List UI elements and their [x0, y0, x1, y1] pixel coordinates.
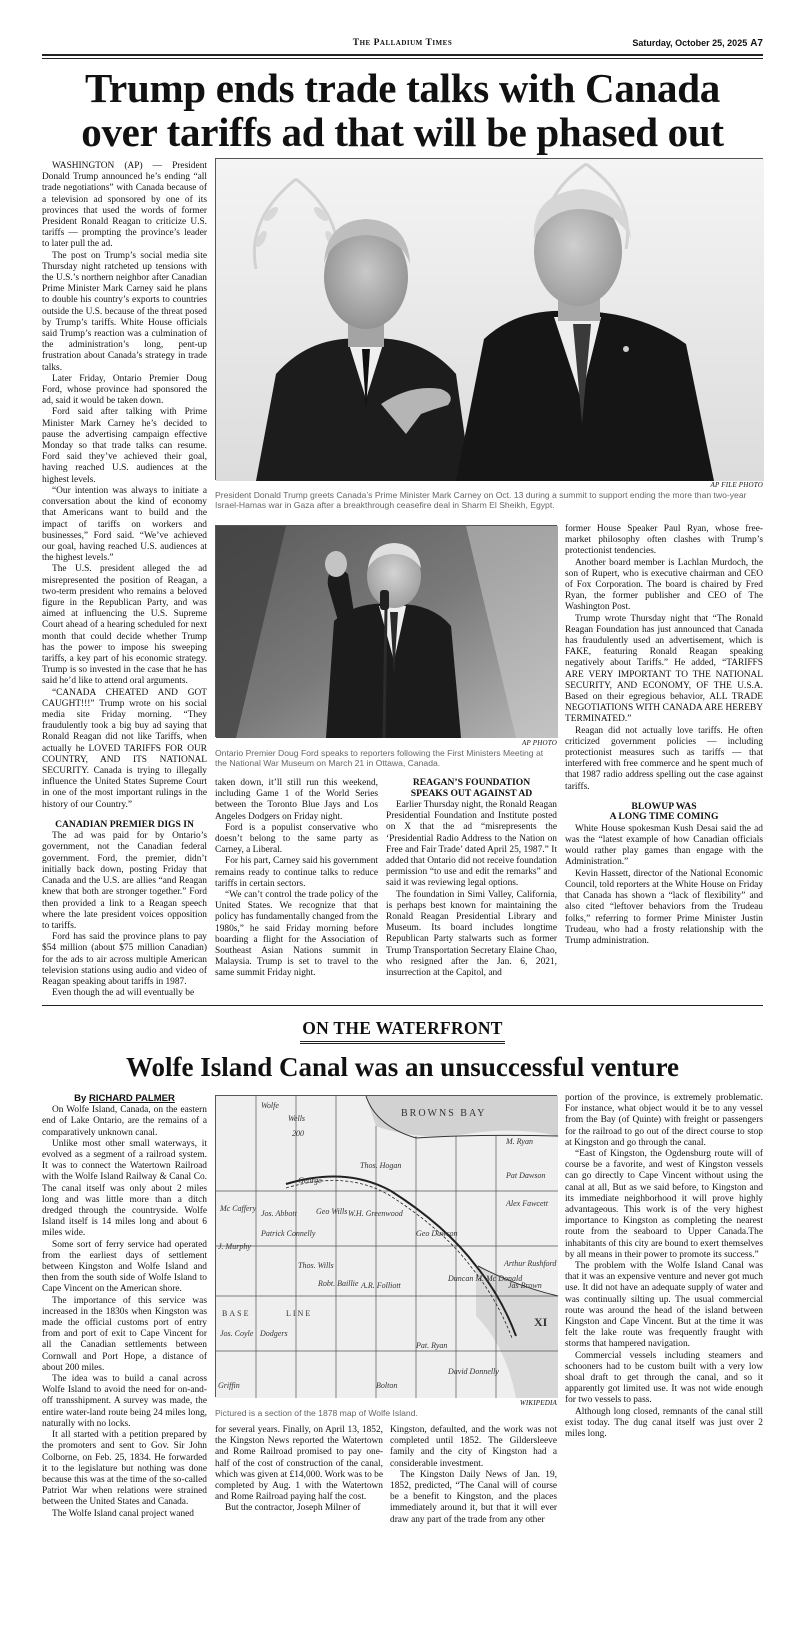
paragraph: The ad was paid for by Ontario’s government, not the Canadian federal government. Ford, the premier, didn’t initially back down, posting Friday that Canada and the U.S. are allies “and Reagan knew that both are stronger together.” Ford then provided a link to a Reagan speech where the late president voices opposition to tariffs.: [42, 831, 207, 931]
newspaper-name: The Palladium Times: [352, 38, 453, 48]
paragraph: Even though the ad will eventually be: [52, 988, 195, 999]
map-label: 200: [292, 1129, 304, 1138]
photo2-caption: Ontario Premier Doug Ford speaks to reporters following the First Ministers Meeting at the National War Museum on March 21 in Ottawa, Canada.: [215, 748, 544, 769]
map-label: A.R. Folliott: [361, 1281, 401, 1290]
paragraph: The Kingston Daily News of Jan. 19, 1852, predicted, “The Canal will of course be a benefit to Kingston, and the places immediately around it, but that it will ever draw any part of the trade from any other: [390, 1469, 557, 1525]
photo1-credit: AP FILE PHOTO: [710, 481, 763, 489]
headline-line-2: over tariffs ad that will be phased out: [81, 109, 724, 155]
map-caption: Pictured is a section of the 1878 map of Wolfe Island.: [215, 1408, 418, 1418]
map-label: Wolfe: [261, 1101, 279, 1110]
map-label: BROWNS BAY: [401, 1108, 487, 1119]
byline: [42, 1093, 207, 1104]
paragraph: For his part, Carney said his government remains ready to continue talks to reduce tariffs in certain sectors.: [215, 856, 378, 889]
map-label: Patrick Connelly: [261, 1229, 316, 1238]
map-label: Bolton: [376, 1381, 398, 1390]
story1-column-3: [386, 778, 557, 1000]
story2-column-3: [390, 1425, 557, 1601]
paragraph: Commercial vessels including steamers and schooners had to be custom built with a very low shoal draft to get through the canal, and so it apparently got limited use. It was not wide enough for two vessels to pass.: [565, 1350, 763, 1406]
photo-trump-carney-image: [216, 159, 764, 481]
map-label: Geo Dawson: [416, 1229, 458, 1238]
section-label-text: ON THE WATERFRONT: [300, 1018, 505, 1044]
paragraph: The post on Trump’s social media site Thursday night ratcheted up tensions with the U.S.’s northern neighbor after Canadian Prime Minister Mark Carney said he plans to double his country’s exports to countries outside the U.S. because of the threat posed by Trump’s tariffs. White House officials said Trump’s reaction was a culmination of the administration’s long, pent-up frustration about Canada’s strategy in trade talks.: [42, 250, 207, 373]
subhead-line-2: A LONG TIME COMING: [609, 811, 719, 823]
map-label: Jas Brown: [508, 1281, 542, 1290]
headline-line-1: Trump ends trade talks with Canada: [85, 65, 720, 111]
paragraph: The importance of this service was increased in the 1830s when Kingston was made the official customs port of entry from and port of exit to Cape Vincent for all the Canadian settlements between Cornwall and Port Hope, a distance of about 200 miles.: [42, 1295, 207, 1373]
map-label: W.H. Greenwood: [348, 1209, 403, 1218]
paragraph: Ford is a populist conservative who doesn’t belong to the same party as Carney, a Liberal.: [215, 822, 378, 856]
subhead: CANADIAN PREMIER DIGS IN: [55, 818, 194, 830]
paragraph: Ford said after talking with Prime Minister Mark Carney he’s decided to pause the advertising campaign effective Monday so that trade talks can resume. Ford said they’ve achieved their goal, having reached U.S. audiences at the highest levels.: [42, 407, 207, 485]
paragraph: “East of Kingston, the Ogdensburg route will of course be a favorite, and west of Kingston vessels can go directly to Cape Vincent without using the canal at all, But as we said before, to Kingston and its immediate neighborhood it will prove highly advantageous. This work is of the very highest importance to Kingston as completing the nearest route from the seaboard to Upper Canada.The inhabitants of this city are bound to exert themselves by all means in their power to promote its success.”: [565, 1149, 763, 1260]
paragraph: Some sort of ferry service had operated from the earliest days of settlement between Kingston and Wolfe Island and then from the south side of Wolfe Island to Cape Vincent on the American shore.: [42, 1239, 207, 1295]
byline-prefix: By: [74, 1093, 87, 1104]
map-label: J. Murphy: [218, 1242, 251, 1251]
paragraph: Reagan did not actually love tariffs. He often criticized government policies — including protectionist measures such as tariffs — that interfered with free commerce and he spent much of that 1987 radio address spelling out the case against tariffs.: [565, 725, 763, 792]
photo-doug-ford: [215, 525, 557, 737]
map-label: Pat. Ryan: [416, 1341, 448, 1350]
paragraph: for several years. Finally, on April 13, 1852, the Kingston News reported the Watertown and Rome Railroad promised to pay one-half of the cost of construction of the canal, which was given at £14,000. Work was to be completed by Aug. 1 with the Watertown and Rome Railroad paying half the cost.: [215, 1425, 383, 1503]
subhead-line-1: BLOWUP WAS: [631, 800, 697, 812]
paragraph: “CANADA CHEATED AND GOT CAUGHT!!!” Trump wrote on his social media site Friday morning. “They fraudulently took a big buy ad saying that Ronald Reagan did not like Tariffs, when actually he LOVED TARIFFS FOR OUR COUNTRY, AND ITS NATIONAL SECURITY. Canada is trying to illegally influence the United States Supreme Court in one of the most important rulings in the history of our Country.”: [42, 687, 207, 810]
paragraph: “We can’t control the trade policy of the United States. We recognize that that policy has fundamentally changed from the 1980s,” he said Friday morning before boarding a flight for the Association of Southeast Asian Nations summit in Malaysia. Trump is set to travel to the same summit Friday night.: [215, 890, 378, 979]
section-rule: [42, 1005, 763, 1006]
paragraph: Kevin Hassett, director of the National Economic Council, told reporters at the White House on Friday that Canada has shown a “lack of flexibility” and also cited “leftover behaviors from the Trudeau folks,” referring to former Prime Minister Justin Trudeau, who had a frosty relationship with the Trump administration.: [565, 868, 763, 946]
story2-column-2: [215, 1425, 383, 1601]
paragraph: White House spokesman Kush Desai said the ad was the “latest example of how Canadian officials would rather play games than engage with the Administration.”: [565, 823, 763, 868]
map-label: Thos. Wills: [298, 1261, 334, 1270]
paragraph: Trump wrote Thursday night that “The Ronald Reagan Foundation has just announced that Canada has fraudulently used an advertisement, which is FAKE, featuring Ronald Reagan speaking negatively about Tariffs.” He added, “TARIFFS ARE VERY IMPORTANT TO THE NATIONAL SECURITY, AND ECONOMY, OF THE U.S.A. Based on their egregious behavior, ALL TRADE NEGOTIATIONS WITH CANADA ARE HEREBY TERMINATED.”: [565, 613, 763, 725]
map-label: Jos. Abbott: [261, 1209, 297, 1218]
map-label: Mc Caffery: [220, 1204, 257, 1213]
map-credit: WIKIPEDIA: [519, 1399, 557, 1407]
map-label: David Donnelly: [448, 1367, 499, 1376]
paragraph: taken down, it’ll still run this weekend, including Game 1 of the World Series between the Toronto Blue Jays and Los Angeles Dodgers on Friday night.: [215, 778, 378, 822]
map-label: Geo Wills: [316, 1207, 348, 1216]
paragraph: former House Speaker Paul Ryan, whose free-market philosophy often clashes with Trump’s protectionist tendencies.: [565, 524, 763, 557]
story2-column-1: [42, 1093, 207, 1601]
subhead: [386, 778, 557, 799]
map-label: Wells: [288, 1114, 306, 1123]
story1-column-4: [565, 524, 763, 1000]
paragraph: Although long closed, remnants of the canal still exist today. The dug canal itself was just over 2 miles long.: [565, 1406, 763, 1440]
map-wolfe-island: [215, 1095, 557, 1397]
subhead-line-1: REAGAN’S FOUNDATION: [412, 777, 531, 788]
map-label: BASE: [222, 1309, 251, 1318]
subhead: [565, 802, 763, 823]
map-label: Robt. Baillie: [318, 1279, 359, 1288]
byline-name: RICHARD PALMER: [88, 1093, 175, 1104]
map-label: LINE: [286, 1309, 313, 1318]
folio-rule-thin: [42, 58, 763, 59]
map-label: XI: [534, 1315, 548, 1329]
folio: [42, 38, 763, 54]
issue-date: [632, 38, 763, 49]
paragraph: Earlier Thursday night, the Ronald Reagan Presidential Foundation and Institute posted on X that the ad “misrepresents the ‘Presidential Radio Address to the Nation on Free and Fair Trade’ dated April 25, 1987.” It added that Ontario did not receive foundation permission “to use and edit the remarks” and said it was reviewing legal options.: [386, 800, 557, 889]
story1-column-1: [42, 161, 207, 1001]
paragraph: On Wolfe Island, Canada, on the eastern end of Lake Ontario, are the remains of a comparatively unknown canal.: [42, 1105, 207, 1138]
page-number: A7: [750, 38, 763, 49]
story1-headline: [42, 66, 763, 154]
map-label: Griffin: [218, 1381, 240, 1390]
paragraph: Later Friday, Ontario Premier Doug Ford, whose province had sponsored the ad, said it would be taken down.: [42, 373, 207, 407]
story2-headline: Wolfe Island Canal was an unsuccessful venture: [125, 1052, 680, 1082]
paragraph: Kingston, defaulted, and the work was not completed until 1852. The Gildersleeve family and the city of Kingston had a considerable investment.: [390, 1425, 557, 1469]
paragraph: But the contractor, Joseph Milner of: [225, 1503, 361, 1514]
photo1-caption: President Donald Trump greets Canada’s Prime Minister Mark Carney on Oct. 13 during a summit to support ending the more than two-year Israel-Hamas war in Gaza after a breakthrough ceasefire deal in Sharm El Sheikh, Egypt.: [215, 490, 747, 511]
folio-rule: [42, 54, 763, 56]
paragraph: Another board member is Lachlan Murdoch, the son of Rupert, who is executive chairman and CEO of Fox Corporation. The board is chaired by Fred Ryan, the former publisher and CEO of The Washington Post.: [565, 557, 763, 613]
subhead-line-2: SPEAKS OUT AGAINST AD: [410, 787, 533, 799]
map-wolfe-island-image: [216, 1096, 558, 1398]
photo-doug-ford-image: [216, 526, 558, 738]
paragraph: portion of the province, is extremely problematic. For instance, what object would it be to any vessel from the Bay (of Quinte) with freight or passengers for the railroad to go out of the direct course to stop at Kingston and go through the canal.: [565, 1093, 763, 1148]
map-label: Thos. Hogan: [360, 1161, 402, 1170]
map-label: Jos. Coyle: [220, 1329, 254, 1338]
map-label: George: [298, 1176, 322, 1185]
map-label: Arthur Rushford: [504, 1259, 557, 1268]
story1-column-2: [215, 778, 378, 979]
section-label: [42, 1018, 763, 1044]
paragraph: WASHINGTON (AP) — President Donald Trump announced he’s ending “all trade negotiations” with Canada because of a television ad sponsored by one of its provinces that used the words of former President Ronald Reagan to criticize U.S. tariffs — prompting the province’s leader to later pull the ad.: [42, 161, 207, 250]
paragraph: The Wolfe Island canal project waned: [52, 1508, 194, 1519]
paragraph: The idea was to build a canal across Wolfe Island to avoid the need for on-and-off transshipment. A survey was made, the entire water-land route being 24 miles long, naturally with no locks.: [42, 1374, 207, 1429]
photo2-credit: AP PHOTO: [522, 739, 557, 747]
story2-column-4: [565, 1093, 763, 1601]
map-label: Dodgers: [260, 1329, 288, 1338]
photo-trump-carney: [215, 158, 763, 480]
paragraph: It all started with a petition prepared by the promoters and sent to Gov. Sir John Colborne, on Feb. 25, 1834. He forwarded it to the legislature but nothing was done because this was at the time of the so-called Patriot War when relations were strained between the United States and Canada.: [42, 1430, 207, 1508]
paragraph: Unlike most other small waterways, it evolved as a segment of a railroad system. It was to connect the Watertown Railroad with the Wolfe Island Railway & Canal Co. The canal itself was only about 2 miles long and was little more than a ditch dredged through the countryside. Wolfe Island itself is 14 miles long and about 6 miles wide.: [42, 1138, 207, 1239]
paragraph: The problem with the Wolfe Island Canal was that it was an expensive venture and never got much use. It did not have an adequate supply of water and was continually silting up. The usual commercial route was around the head of the island between Kingston and Cape Vincent. But at the time it was felt the lake route was frequently fraught with storms that hampered navigation.: [565, 1261, 763, 1350]
paragraph: The U.S. president alleged the ad misrepresented the position of Reagan, a two-term president who remains a beloved figure in the Republican Party, and was aimed at influencing the U.S. Supreme Court ahead of a hearing scheduled for next month that could decide whether Trump has the power to impose his sweeping tariffs, a key part of his economic strategy. Trump is so invested in the case that he has said he’d like to attend oral arguments.: [42, 564, 207, 687]
map-label: Alex Fawcett: [506, 1199, 548, 1208]
map-label: Pat Dawson: [506, 1171, 546, 1180]
map-label: Duncan M. Mc Donald: [448, 1274, 523, 1283]
paragraph: “Our intention was always to initiate a conversation about the kind of economy that Americans want to build and the impact of tariffs on workers and businesses,” Ford said. “We’ve achieved our goal, having reached U.S. audiences at the highest levels.”: [42, 485, 207, 564]
paragraph: Ford has said the province plans to pay $54 million (about $75 million Canadian) for the ads to air across multiple American television stations using audio and video of Reagan speaking about tariffs in 1987.: [42, 932, 207, 987]
paragraph: The foundation in Simi Valley, California, is perhaps best known for maintaining the Ronald Reagan Presidential Library and Museum. Its board includes longtime Republican Party stalwarts such as former Trump Transportation Secretary Elaine Chao, who resigned after the Jan. 6, 2021, insurrection at the Capitol, and: [386, 889, 557, 979]
date-text: Saturday, October 25, 2025: [632, 38, 748, 48]
map-label: M. Ryan: [506, 1137, 533, 1146]
